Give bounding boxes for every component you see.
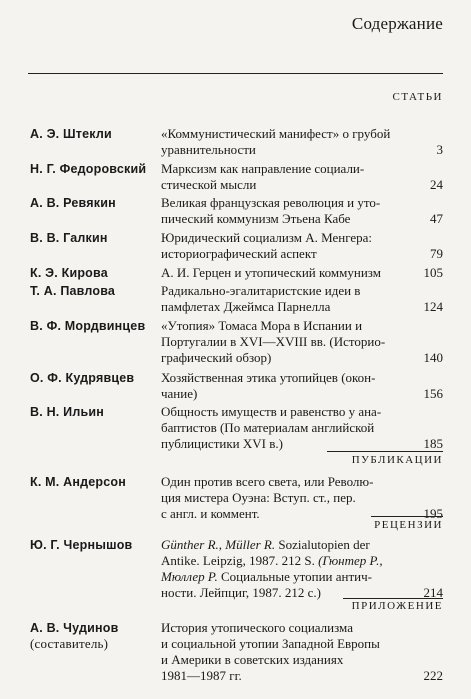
entry-page: 105 [423,265,443,280]
entry-page: 195 [423,506,443,521]
entry-author: К. М. Андерсон [30,475,126,489]
entry-author: Ю. Г. Чернышов [30,538,133,552]
page-title: Содержание [351,14,443,33]
entry-author-note: (составитель) [30,636,109,651]
entry-title: Один против всего света, или Револю- ция мистера Оуэна: Вступ. ст., пер. с англ. и коммент. [161,474,374,521]
entry-title: Марксизм как направление социали- стической мысли [161,161,365,192]
top-rule [28,73,443,74]
section-rule [327,451,443,452]
section-appendix: ПРИЛОЖЕНИЕ [351,600,443,612]
entry-page: 156 [423,386,443,401]
entry-title: Юридический социализм А. Менгера: историографический аспект [161,230,373,261]
entry-page: 222 [423,668,443,683]
entry-author: А. В. Ревякин [30,196,116,210]
section-articles: СТАТЬИ [392,91,443,103]
entry-author: В. В. Галкин [30,231,108,245]
entry-author: К. Э. Кирова [30,266,108,280]
entry-page: 214 [423,585,443,600]
entry-page: 140 [423,350,443,365]
entry-author: В. Н. Ильин [30,405,104,419]
entry-author: А. Э. Штекли [30,127,112,141]
entry-title: А. И. Герцен и утопический коммунизм [161,265,381,280]
entry-page: 47 [430,211,443,226]
section-rule [371,516,443,517]
entry-page: 124 [423,299,443,314]
entry-author: Н. Г. Федоровский [30,162,147,176]
entry-title: «Коммунистический манифест» о грубой уравнительности [161,126,391,157]
entry-page: 185 [423,436,443,451]
entry-title: Хозяйственная этика утопийцев (окон- чание) [161,370,376,401]
entry-title: История утопического социализма и социальной утопии Западной Европы и Америки в советских изданиях 1981—1987 гг. [161,620,380,683]
entry-author: Т. А. Павлова [30,284,116,298]
section-publications: ПУБЛИКАЦИИ [351,454,443,466]
entry-author: О. Ф. Кудрявцев [30,371,135,385]
entry-author: А. В. Чудинов (составитель) [30,621,119,651]
entry-page: 24 [430,177,443,192]
entry-page: 79 [430,246,443,261]
entry-title: Günther R., Müller R. Sozialutopien der Antike. Leipzig, 1987. 212 S. (Гюнтер Р., Мюллер Р. Социальные утопии антич- ности. Лейпциг, 1987. 212 с.) [161,537,383,600]
entry-title: «Утопия» Томаса Мора в Испании и Португалии в XVI—XVIII вв. (Историо- графический обзор) [161,318,386,365]
section-reviews: РЕЦЕНЗИИ [374,519,443,531]
entry-title: Великая французская революция и уто- пический коммунизм Этьена Кабе [161,195,381,226]
entry-author: В. Ф. Мордвинцев [30,319,146,333]
section-rule [343,598,443,599]
entry-title: Общность имуществ и равенство у ана- баптистов (По материалам английской публицистики XVI в.) [161,404,382,451]
entry-title: Радикально-эгалитаристские идеи в памфлетах Джеймса Парнелла [161,283,361,314]
entry-page: 3 [436,142,443,157]
